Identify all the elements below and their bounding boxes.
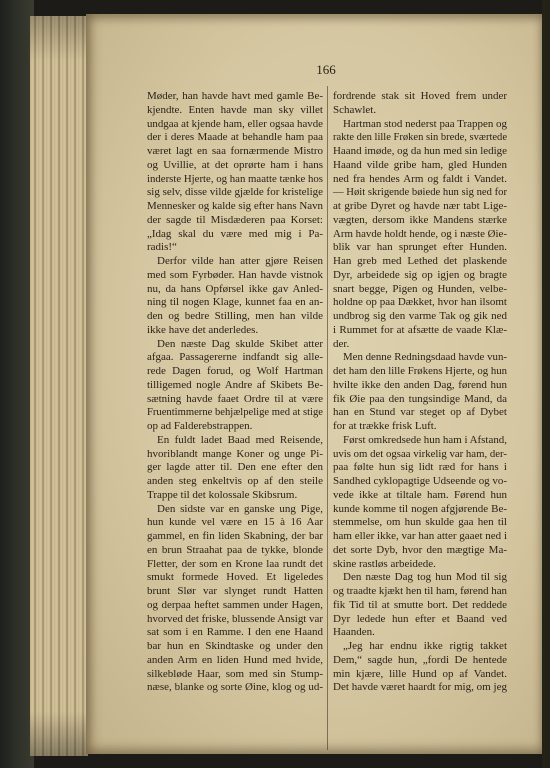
line-text: stemmelse, om hun skulde gaa hen til [333,516,507,529]
right-column [333,90,507,695]
text-line [333,585,507,599]
text-line [333,283,507,297]
text-line [147,544,323,558]
line-text: vede ikke at tiltale ham. Førend hun [333,488,507,501]
text-line [147,406,323,420]
text-line [147,654,323,668]
text-line [333,393,507,407]
line-text: En fuldt ladet Baad med Reisende, [157,433,323,446]
line-text: Arm havde holdt hende, og i næste Øie- [333,227,507,240]
text-line [147,420,323,434]
paragraph [147,255,323,338]
line-text: fordrende stak sit Hoved frem under [333,90,507,102]
text-line [147,351,323,365]
line-text: gammel, en fin liden Skabning, der bar [147,530,323,542]
line-text: uvis om det ogsaa virkelig var ham, der- [333,447,507,460]
line-text: hvilte ikke den anden Dag, førend hun [333,378,507,391]
line-text: der sagde til Misdæderen paa Korset: [147,213,323,226]
line-text: i Rummet for at afsætte de vaade Klæ- [333,323,507,336]
paragraph [147,503,323,696]
text-line [333,544,507,558]
line-text: Schawlet. [333,103,377,116]
text-line [333,654,507,668]
line-text: Fruentimmerne behjælpelige med at stige [147,406,323,419]
line-text: min kjære, lille Hund op af Vandet. [333,667,507,680]
line-text: smukt formede Hoved. Et ligeledes [147,571,323,584]
line-text: sig selv, disse vilde gjælde for kristelige [147,186,323,199]
line-text: silkebløde Haar, som med sin Stump- [147,667,323,680]
text-line [147,241,323,255]
scan-border [542,0,550,768]
line-text: rede Dagen forud, og Wolf Hartman [147,365,323,377]
text-line [333,186,507,200]
text-line [333,145,507,159]
line-text: — Høit skrigende bøiede hun sig ned for [333,186,507,199]
line-text: tilligemed nogle Andre af Skibets Be- [147,378,323,391]
text-line [333,296,507,310]
text-line [147,640,323,654]
text-line [147,489,323,503]
line-text: paa følte hun sig lidt ræd for hans i [333,461,507,474]
text-line [333,434,507,448]
paragraph [333,90,507,118]
text-line [333,461,507,475]
text-line [147,379,323,393]
line-text: Trappe til det kolossale Skibsrum. [147,488,298,501]
line-text: radis!“ [147,241,177,254]
text-line [333,503,507,517]
text-line [147,558,323,572]
text-line [147,118,323,132]
text-line [333,159,507,173]
line-text: nu, da hans Opførsel ikke gav Anled- [147,282,323,295]
line-text: ning til nogen Klage, kunnet faa en an- [147,296,323,309]
line-text: Den sidste var en ganske ung Pige, [157,502,323,515]
text-line [333,324,507,338]
text-line [147,613,323,627]
line-text: næse, blanke og sorte Øine, klog og ud- [147,681,323,694]
line-text: „Idag skal du være med mig i Pa- [147,227,323,240]
line-text: han en Stund var steget op af Dybet [333,406,507,419]
text-line [333,310,507,324]
line-text: Møder, han havde havt med gamle Be- [147,90,323,102]
line-text: Haand vilde gribe ham, gled Hunden [333,158,507,171]
text-line [333,365,507,379]
line-text: der. [333,337,350,350]
line-text: undbrog sig den varme Tak og gik ned [333,310,507,322]
line-text: en brun Straahat paa de tykke, blonde [147,543,323,556]
text-line [333,131,507,145]
text-line [333,351,507,365]
line-text: brunt Slør var slynget rundt Hatten [147,585,323,597]
text-line [333,406,507,420]
line-text: ger lagde atter til. Den ene efter den [147,461,323,474]
line-text: bar hun en Skindtaske og under den [147,640,323,652]
line-text: og Uvillie, at det oprørte ham i hans [147,158,323,171]
line-text: Fletter, der som en Krone laa rundt det [147,557,323,570]
text-line [147,104,323,118]
text-line [147,269,323,283]
line-text: ned fra hendes Arm og faldt i Vandet. [333,172,507,185]
line-text: sætning havde faaet Ordre til at være [147,392,323,405]
line-text: holdne op paa Dækket, hvor han ilsomt [333,296,507,309]
text-line [333,558,507,572]
line-text: været lagt en saa fornærmende Mistro [147,145,323,157]
paragraph [333,640,507,695]
line-text: blik var han sprunget efter Hunden. [333,241,507,254]
line-text: anden steg enkeltvis op af den steile [147,475,323,487]
text-line [147,503,323,517]
line-text: Haand imøde, og da hun med sin ledige [333,145,507,157]
line-text: med som Fyrbøder. Han havde vistnok [147,268,323,281]
text-line [333,530,507,544]
line-text: Han greb med Lethed det plaskende [333,255,507,267]
text-line [147,296,323,310]
text-line [147,90,323,104]
text-line [333,448,507,462]
book-cover [0,0,34,768]
line-text: Men denne Redningsdaad havde vun- [343,351,507,364]
text-line [333,338,507,352]
line-text: det sorte Dyb, hvor den mægtige Ma- [333,543,507,556]
paragraph [147,90,323,255]
line-text: sat som i en Ramme. I den ene Haand [147,626,323,639]
line-text: Dem,“ sagde hun, „fordi De hentede [333,653,507,666]
left-column [147,90,323,695]
line-text: ham eller ikke, var han atter gaaet ned i [333,530,507,542]
line-text: afgaa. Passagererne indfandt sig alle- [147,351,323,364]
text-line [147,338,323,352]
line-text: Den næste Dag skulde Skibet atter [157,337,323,350]
line-text: Hartman stod nederst paa Trappen og [343,117,507,130]
text-line [147,626,323,640]
text-line [333,571,507,585]
paragraph [147,338,323,434]
text-line [333,228,507,242]
line-text: Haanden. [333,626,375,639]
text-line [333,90,507,104]
text-line [333,640,507,654]
text-line [147,310,323,324]
line-text: ikke have det anderledes. [147,323,259,336]
text-line [147,145,323,159]
text-line [333,173,507,187]
column-divider [327,86,328,750]
text-line [147,131,323,145]
line-text: Det havde været haardt for mig, om jeg [333,681,507,694]
line-text: for at trække frisk Luft. [333,420,437,432]
text-line [333,516,507,530]
line-text: hvorved det friske, blussende Ansigt var [147,612,323,625]
text-line [147,173,323,187]
text-line [147,228,323,242]
text-line [333,269,507,283]
text-line [147,530,323,544]
paragraph [333,118,507,352]
line-text: Mennesker og kalde sig efter hans Navn [147,200,323,212]
text-line [147,668,323,682]
text-line [147,448,323,462]
text-line [333,626,507,640]
line-text: Dyr, arbeidede sig op igjen og bragte [333,268,507,281]
text-line [147,461,323,475]
line-text: Den næste Dag tog hun Mod til sig [343,571,507,584]
line-text: Derfor vilde han atter gjøre Reisen [157,255,323,267]
line-text: fik Tid til at smutte bort. Det reddede [333,598,507,611]
text-line [147,255,323,269]
text-line [147,475,323,489]
text-line [333,104,507,118]
text-line [333,668,507,682]
text-line [333,475,507,489]
text-line [147,186,323,200]
paragraph [333,434,507,572]
line-text: vægten, dersom ikke Mandens stærke [333,213,507,226]
line-text: skine rastløs arbeidede. [333,557,436,570]
text-line [333,489,507,503]
text-line [147,585,323,599]
text-line [333,200,507,214]
paragraph [333,351,507,434]
line-text: den og bedre Stilling, men han vilde [147,310,323,322]
line-text: at gribe Dyret og havde nær tabt Lige- [333,200,507,212]
line-text: Dyr ledede hun efter et Baand ved [333,612,507,625]
text-line [333,379,507,393]
line-text: Først omkredsede hun ham i Afstand, [343,433,507,446]
line-text: der i deres Maade at behandle ham paa [147,131,323,144]
text-line [333,681,507,695]
text-line [147,324,323,338]
line-text: rakte den lille Frøken sin brede, sværtede [333,131,507,144]
line-text: op ad Falderebstrappen. [147,420,253,432]
page-edges [30,16,88,756]
line-text: Sandhed cyklopagtige Udseende og vo- [333,475,507,487]
text-line [147,393,323,407]
line-text: kunde komme til nogen afgjørende Be- [333,502,507,515]
text-line [333,613,507,627]
text-line [147,214,323,228]
text-line [333,118,507,132]
text-line [147,681,323,695]
text-line [147,283,323,297]
line-text: snart begge, Pigen og Hunden, velbe- [333,282,507,295]
line-text: kjendte. Enten havde man sky villet [147,103,323,116]
paragraph [147,434,323,503]
line-text: hun kunde vel være en 15 à 16 Aar [147,516,323,529]
line-text: det ham den lille Frøkens Hjerte, og hun [333,365,507,377]
text-line [147,200,323,214]
paragraph [333,571,507,640]
line-text: undgaa at kjende ham, eller ogsaa havde [147,117,323,130]
text-line [333,599,507,613]
text-line [147,516,323,530]
text-line [147,571,323,585]
text-line [333,241,507,255]
text-line [333,214,507,228]
text-line [147,434,323,448]
text-line [333,255,507,269]
line-text: og derpaa heftet sammen under Hagen, [147,598,323,611]
text-line [147,599,323,613]
line-text: og traadte kjækt hen til ham, førend han [333,585,507,597]
text-line [147,365,323,379]
text-line [147,159,323,173]
line-text: anden Arm en liden Hund med hvide, [147,653,323,666]
line-text: „Jeg har endnu ikke rigtig takket [343,640,507,652]
line-text: fik Øie paa den tungsindige Mand, da [333,392,507,405]
line-text: inderste Hjerte, og han maatte tænke hos [147,172,323,185]
page-number: 166 [316,62,336,77]
line-text: hvoriblandt mange Koner og unge Pi- [147,447,323,460]
text-line [333,420,507,434]
